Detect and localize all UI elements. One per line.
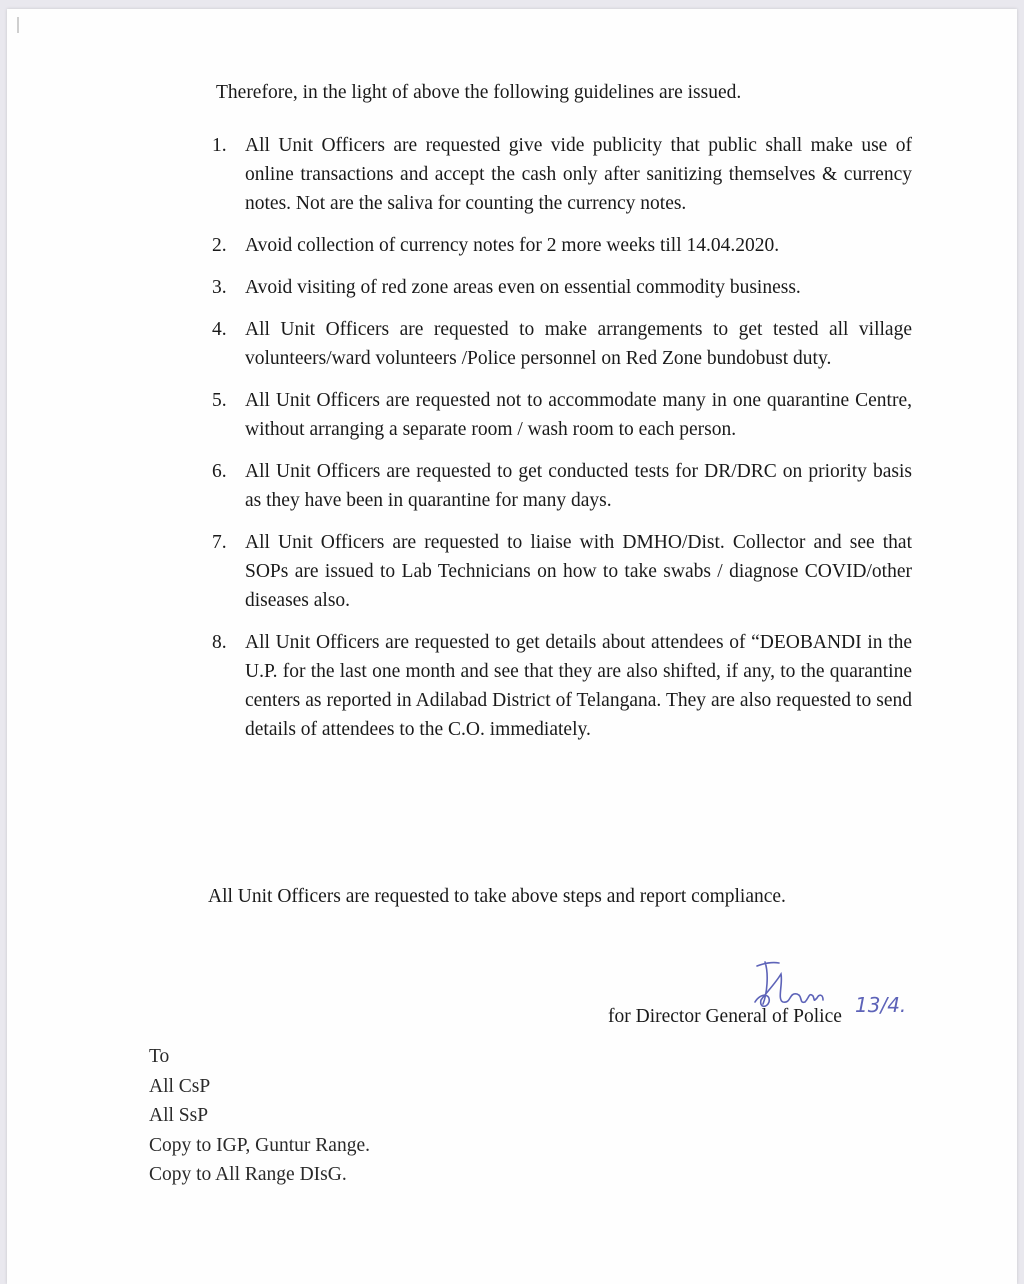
signature-date: 13/4. xyxy=(855,993,907,1017)
guideline-number: 6. xyxy=(212,461,227,482)
guideline-text: All Unit Officers are requested to make arrangements to get tested all village volunteers/ward volunteers /Police personnel on Red Zone bundobust duty. xyxy=(245,319,912,369)
guideline-text: Avoid collection of currency notes for 2 more weeks till 14.04.2020. xyxy=(245,235,780,256)
guideline-item xyxy=(212,457,912,515)
compliance-paragraph: All Unit Officers are requested to take above steps and report compliance. xyxy=(208,886,786,907)
recipient-line: To xyxy=(149,1046,170,1067)
scan-mark xyxy=(17,17,19,33)
guideline-number: 3. xyxy=(212,277,227,298)
guideline-item xyxy=(212,528,912,615)
guideline-text: All Unit Officers are requested not to accommodate many in one quarantine Centre, without arranging a separate room / wash room to each person. xyxy=(245,390,912,440)
guideline-item xyxy=(212,273,912,302)
guideline-item xyxy=(212,231,912,260)
guideline-text: All Unit Officers are requested to get conducted tests for DR/DRC on priority basis as they have been in quarantine for many days. xyxy=(245,461,912,511)
guideline-text: All Unit Officers are requested to get details about attendees of “DEOBANDI in the U.P. for the last one month and see that they are also shifted, if any, to the quarantine centers as reported in Adilabad District of Telangana. They are also requested to send details of attendees to the C.O. immediately. xyxy=(245,632,912,740)
guideline-text: All Unit Officers are requested to liaise with DMHO/Dist. Collector and see that SOPs are issued to Lab Technicians on how to take swabs / diagnose COVID/other diseases also. xyxy=(245,532,912,611)
guideline-text: Avoid visiting of red zone areas even on essential commodity business. xyxy=(245,277,801,298)
guidelines-list xyxy=(212,131,912,757)
recipient-line: Copy to All Range DIsG. xyxy=(149,1164,347,1185)
guideline-number: 7. xyxy=(212,532,227,553)
guideline-text: All Unit Officers are requested give vide publicity that public shall make use of online transactions and accept the cash only after sanitizing themselves & currency notes. Not are the saliva for counting the currency notes. xyxy=(245,135,912,214)
document-page xyxy=(7,9,1017,1284)
guideline-number: 1. xyxy=(212,135,227,156)
recipient-line: All SsP xyxy=(149,1105,209,1126)
guideline-number: 8. xyxy=(212,632,227,653)
guideline-item xyxy=(212,628,912,744)
recipient-line: All CsP xyxy=(149,1075,211,1097)
recipient-line: Copy to IGP, Guntur Range. xyxy=(149,1134,370,1156)
guideline-number: 4. xyxy=(212,319,227,340)
guideline-item xyxy=(212,131,912,218)
recipients-block xyxy=(149,1042,370,1190)
signatory-line: for Director General of Police xyxy=(608,1006,842,1027)
guideline-number: 5. xyxy=(212,390,227,411)
guideline-number: 2. xyxy=(212,235,227,256)
guideline-item xyxy=(212,315,912,373)
guideline-item xyxy=(212,386,912,444)
intro-paragraph: Therefore, in the light of above the following guidelines are issued. xyxy=(216,82,742,103)
